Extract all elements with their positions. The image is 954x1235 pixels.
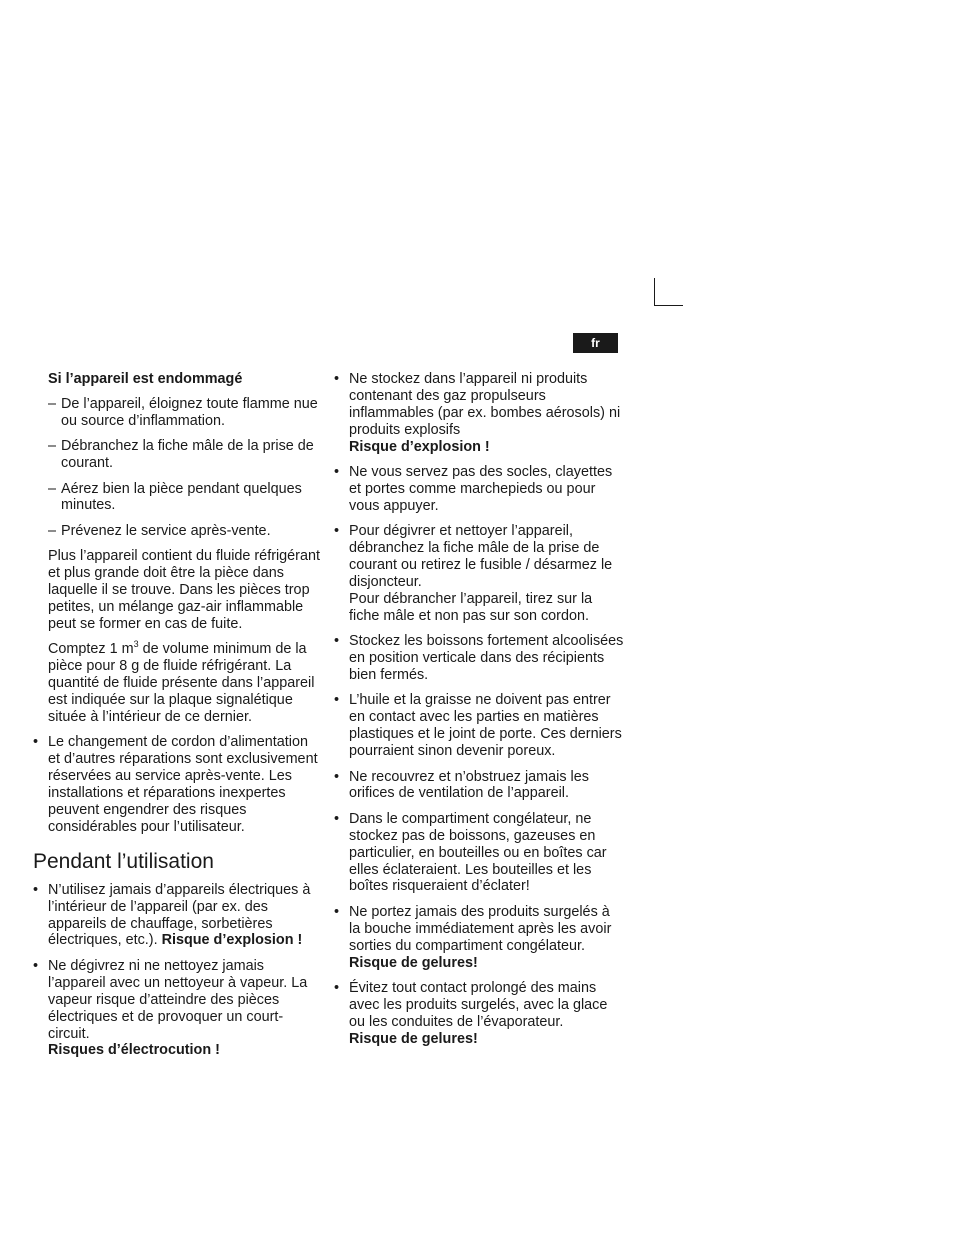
bullet-text: Dans le compartiment congélateur, ne stockez pas de boissons, gazeuses en particulier, en bouteilles ou en boîtes car elles éclateraient. Les bouteilles et les boîtes risqueraient d’éclater! [349,810,607,895]
refrigerant-paragraph: Plus l’appareil contient du fluide réfrigérant et plus grande doit être la pièce dans laquelle il se trouve. Dans les pièces trop petites, un mélange gaz-air inflammable peut se former en cas de fuite. [48,548,320,632]
bullet-item [334,769,624,803]
bullet-text: Ne dégivrez ni ne nettoyez jamais l’appareil avec un nettoyeur à vapeur. La vapeur risque d’atteindre des pièces électriques et de provoquer un court-circuit. [48,957,308,1042]
bullet-text: Pour dégivrer et nettoyer l’appareil, débranchez la fiche mâle de la prise de courant ou retirez le fusible / désarmez le disjoncteur. [349,523,613,590]
bullet-item [334,904,624,972]
section-heading: Pendant l’utilisation [33,849,214,873]
dash-item: – Aérez bien la pièce pendant quelques minutes. [33,481,323,515]
dash-item: – Débranchez la fiche mâle de la prise de courant. [33,438,323,472]
bullet-extra-text: Pour débrancher l’appareil, tirez sur la fiche mâle et non pas sur son cordon. [349,590,593,624]
volume-paragraph [33,641,323,726]
bullet-text: N’utilisez jamais d’appareils électriques à l’intérieur de l’appareil (par ex. des appareils de chauffage, sorbetières électriques, etc.). [48,881,311,949]
bullet-item: • Le changement de cordon d’alimentation et d’autres réparations sont exclusivement réservées au service après-vente. Les installations et réparations inexpertes peuvent engendrer des risques considérables pour l’utilisateur. [33,734,323,835]
bullet-item [33,882,323,950]
bullet-item [334,980,624,1048]
bullet-warning: Risque d’explosion ! [161,932,303,949]
bullet-text: Évitez tout contact prolongé des mains avec les produits surgelés, avec la glace ou les conduites de l’évaporateur. [349,980,608,1030]
bullet-item [334,692,624,760]
bullet-item [334,811,624,896]
bullet-warning: Risques d’électrocution ! [48,1042,220,1059]
bullet-item [334,633,624,684]
dash-item: – Prévenez le service après-vente. [33,523,323,540]
left-column [33,371,323,1068]
bullet-item [334,523,624,624]
language-tag: fr [573,333,618,353]
dash-item: – De l’appareil, éloignez toute flamme nue ou source d’inflammation. [33,396,323,430]
bullet-warning: Risque de gelures! [349,1030,478,1047]
bullet-text: Ne vous servez pas des socles, clayettes et portes comme marchepieds ou pour vous appuyer. [349,464,613,514]
volume-superscript: 3 [133,639,139,650]
bullet-text: Ne portez jamais des produits surgelés à la bouche immédiatement après les avoir sorties du compartiment congélateur. [349,903,612,954]
volume-text-before: Comptez 1 m [48,641,134,658]
bullet-text: L’huile et la graisse ne doivent pas entrer en contact avec les parties en matières plastiques et le joint de porte. Ces derniers pourraient sinon devenir poreux. [349,692,622,760]
volume-text-after: de volume minimum de la pièce pour 8 g de fluide réfrigérant. La quantité de fluide présente dans l’appareil est indiquée sur la plaque signalétique située à l’intérieur de ce dernier. [48,641,315,725]
damaged-appliance-subheading: Si l’appareil est endommagé [48,371,243,387]
bullet-item [334,464,624,515]
right-column [334,371,624,1056]
bullet-text: Ne recouvrez et n’obstruez jamais les orifices de ventilation de l’appareil. [349,768,589,802]
bullet-item [33,958,323,1059]
bullet-text: Stockez les boissons fortement alcoolisées en position verticale dans des récipients bien fermés. [349,633,624,683]
bullet-warning: Risque d’explosion ! [349,438,490,455]
bullet-warning: Risque de gelures! [349,954,478,971]
bullet-item [334,371,624,456]
bullet-text: Ne stockez dans l’appareil ni produits contenant des gaz propulseurs inflammables (par ex. bombes aérosols) ni produits explosifs [349,371,621,438]
crop-corner-mark [654,278,683,306]
